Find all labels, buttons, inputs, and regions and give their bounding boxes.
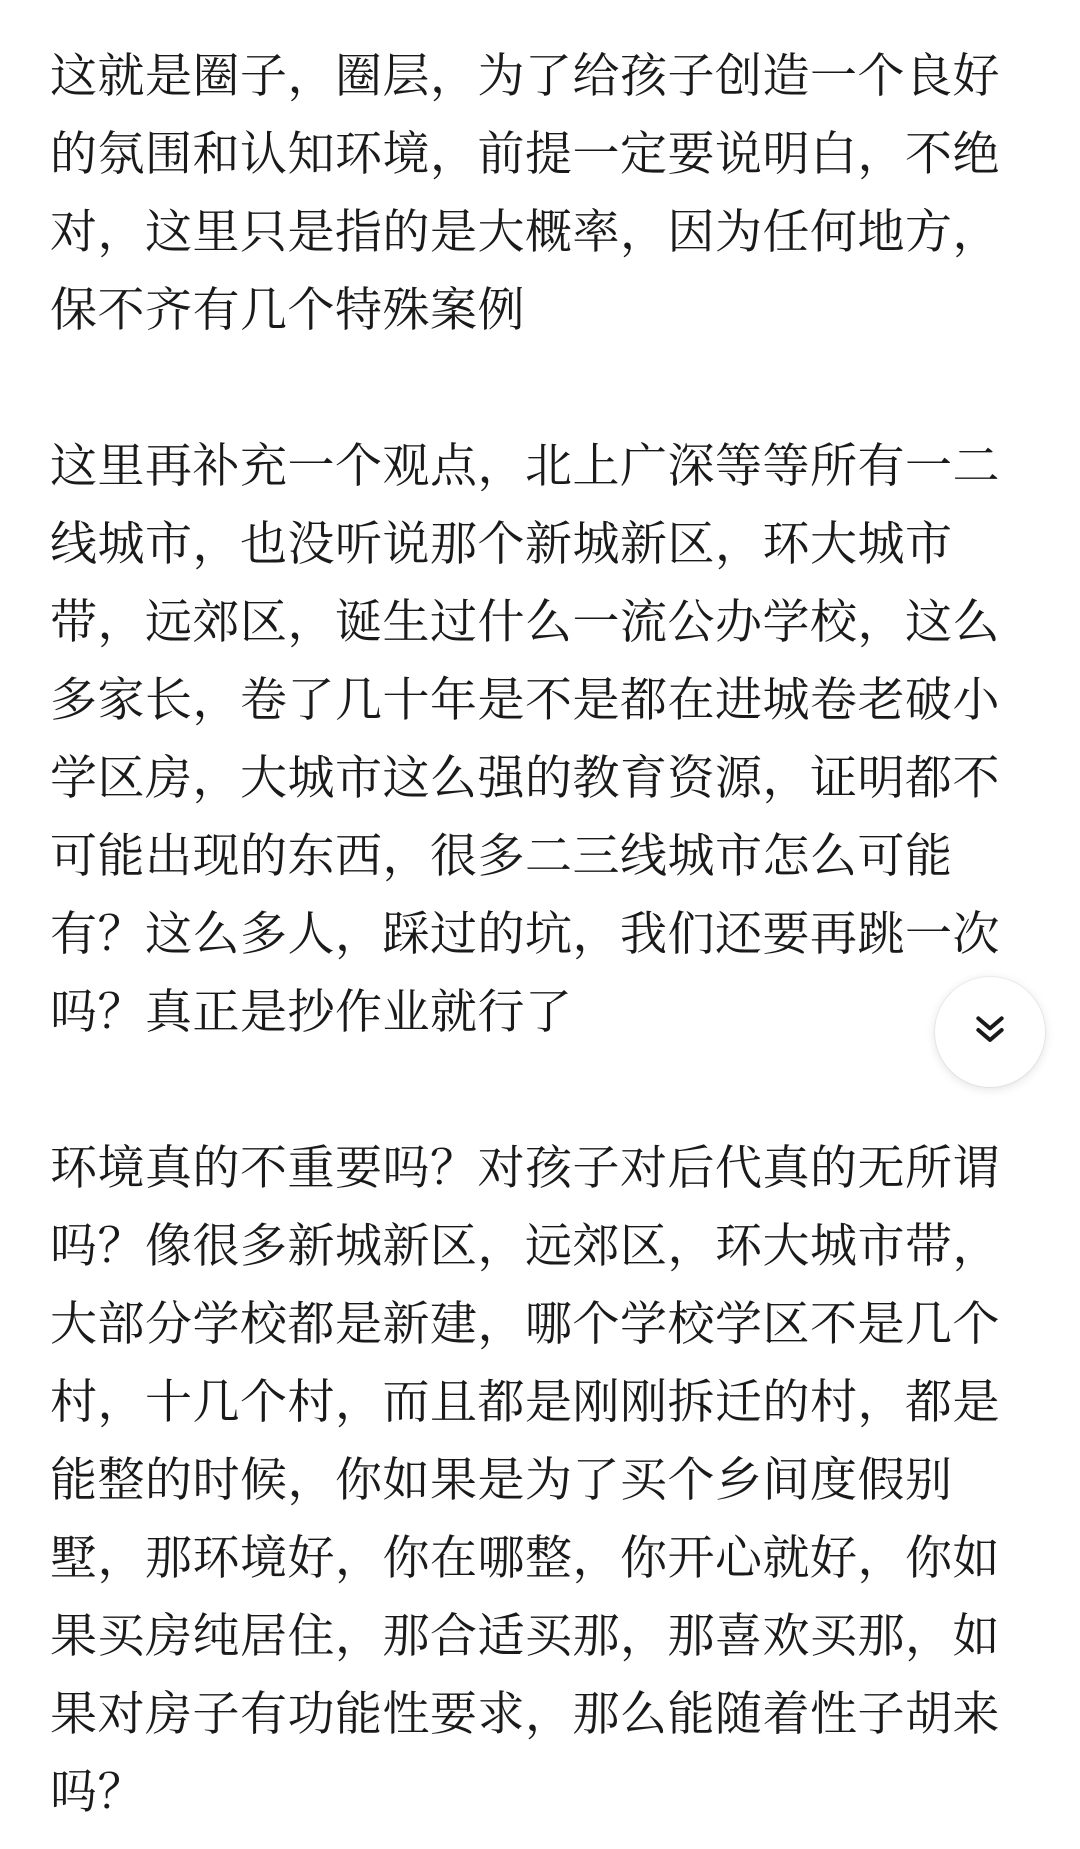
scroll-down-button[interactable] xyxy=(935,977,1045,1087)
article-paragraph-3: 环境真的不重要吗？对孩子对后代真的无所谓吗？像很多新城新区，远郊区，环大城市带，大部分学校都是新建，哪个学校学区不是几个村，十几个村，而且都是刚刚拆迁的村，都是能整的时候，你如果是为了买个乡间度假别墅，那环境好，你在哪整，你开心就好，你如果买房纯居住，那合适买那，那喜欢买那，如果对房子有功能性要求，那么能随着性子胡来吗？ xyxy=(50,1141,1000,1820)
article-body xyxy=(50,38,1035,1832)
double-chevron-down-icon xyxy=(970,1010,1010,1054)
article-paragraph-2: 这里再补充一个观点，北上广深等等所有一二线城市，也没听说那个新城新区，环大城市带，远郊区，诞生过什么一流公办学校，这么多家长，卷了几十年是不是都在进城卷老破小学区房，大城市这么强的教育资源，证明都不可能出现的东西，很多二三线城市怎么可能有？这么多人，踩过的坑，我们还要再跳一次吗？真正是抄作业就行了 xyxy=(50,439,1000,1040)
article-paragraph-1: 这就是圈子，圈层，为了给孩子创造一个良好的氛围和认知环境，前提一定要说明白，不绝对，这里只是指的是大概率，因为任何地方，保不齐有几个特殊案例 xyxy=(50,49,1000,338)
